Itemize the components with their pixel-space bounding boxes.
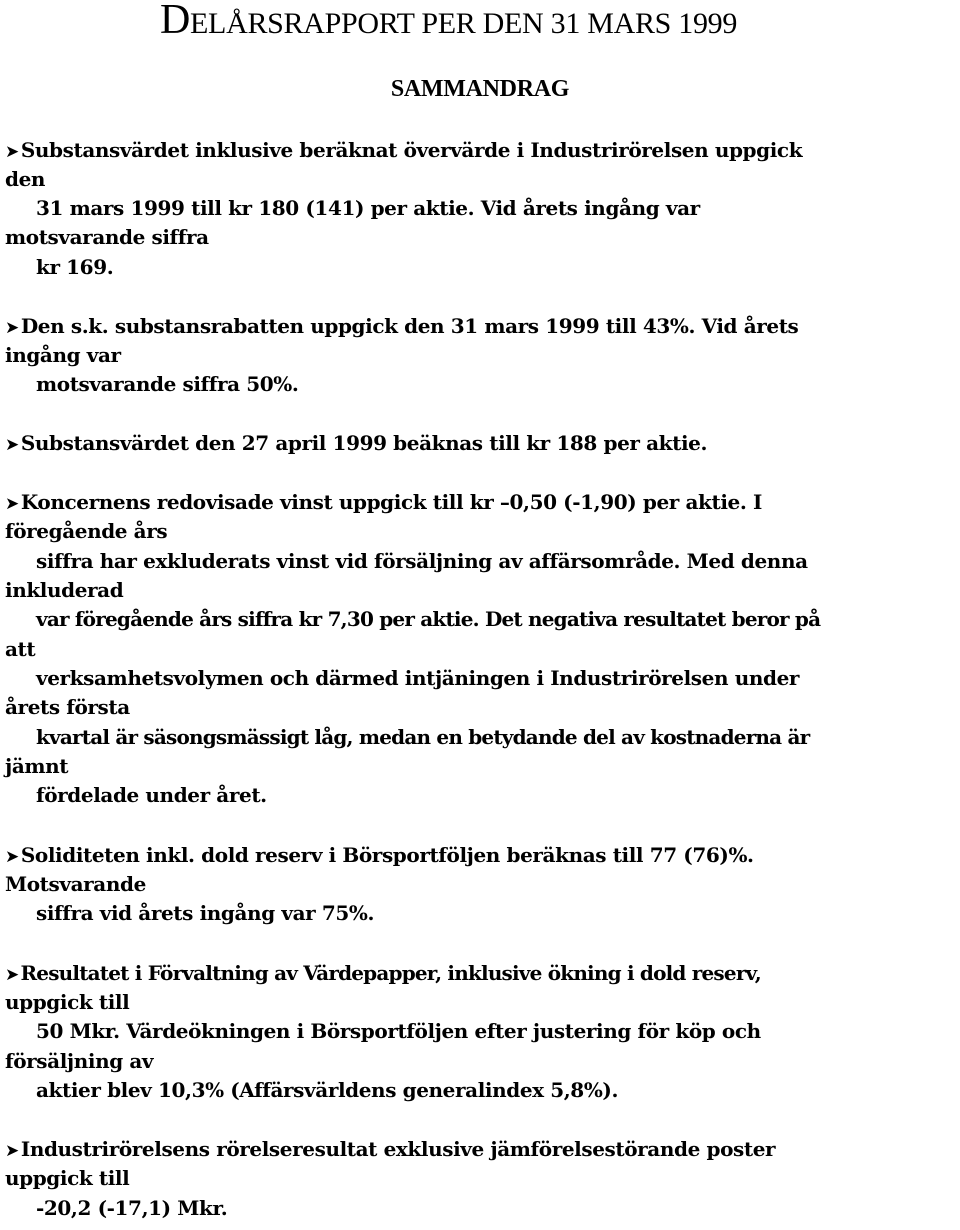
text-line: Substansvärdet inklusive beräknat övervärde i Industrirörelsen uppgick bbox=[20, 138, 803, 162]
bullet-item-2-line-2: ingång var bbox=[5, 343, 121, 367]
bullet-item-4-line-2: föregående års bbox=[5, 519, 168, 543]
bullet-item-4-line-3: siffra har exkluderats vinst vid försäljning av affärsområde. Med denna bbox=[36, 549, 808, 573]
bullet-item-5-line-1 bbox=[5, 840, 754, 872]
bullet-item-1-line-5: kr 169. bbox=[36, 255, 114, 279]
report-title bbox=[160, 0, 737, 44]
bullet-item-2-line-3: motsvarande siffra 50%. bbox=[36, 372, 299, 396]
bullet-item-1-line-1 bbox=[5, 135, 802, 167]
text-line: Resultatet i Förvaltning av Värdepapper, inklusive ökning i dold reserv, bbox=[20, 961, 761, 985]
bullet-item-7-line-1 bbox=[5, 1134, 775, 1166]
bullet-item-4-line-6: att bbox=[5, 637, 36, 661]
bullet-item-4-line-4: inkluderad bbox=[5, 578, 124, 602]
arrow-bullet-icon: ➤ bbox=[5, 1141, 19, 1161]
text-line: Soliditeten inkl. dold reserv i Börsportföljen beräknas till 77 (76)%. bbox=[20, 843, 754, 867]
arrow-bullet-icon: ➤ bbox=[5, 435, 19, 455]
bullet-item-6-line-3: 50 Mkr. Värdeökningen i Börsportföljen efter justering för köp och bbox=[36, 1019, 761, 1043]
bullet-item-4-line-8: årets första bbox=[5, 695, 130, 719]
bullet-item-6-line-5: aktier blev 10,3% (Affärsvärldens generalindex 5,8%). bbox=[36, 1078, 619, 1102]
bullet-item-6-line-1 bbox=[5, 958, 761, 990]
report-title-initial: D bbox=[160, 0, 191, 43]
bullet-item-5-line-2: Motsvarande bbox=[5, 872, 146, 896]
bullet-item-4-line-7: verksamhetsvolymen och därmed intjäningen i Industrirörelsen under bbox=[36, 666, 800, 690]
bullet-item-1-line-4: motsvarande siffra bbox=[5, 225, 209, 249]
bullet-item-5-line-3: siffra vid årets ingång var 75%. bbox=[36, 901, 375, 925]
text-line: Industrirörelsens rörelseresultat exklusive jämförelsestörande poster bbox=[20, 1137, 776, 1161]
arrow-bullet-icon: ➤ bbox=[5, 965, 19, 985]
report-title-rest: ELÅRSRAPPORT PER DEN 31 MARS 1999 bbox=[190, 7, 738, 40]
text-line: Substansvärdet den 27 april 1999 beäknas till kr 188 per aktie. bbox=[20, 431, 708, 455]
arrow-bullet-icon: ➤ bbox=[5, 494, 19, 514]
bullet-item-4-line-5: var föregående års siffra kr 7,30 per aktie. Det negativa resultatet beror på bbox=[36, 607, 821, 631]
bullet-item-2-line-1 bbox=[5, 311, 798, 343]
bullet-item-6-line-2: uppgick till bbox=[5, 990, 130, 1014]
bullet-item-4-line-9: kvartal är säsongsmässigt låg, medan en betydande del av kostnaderna är bbox=[36, 725, 810, 749]
arrow-bullet-icon: ➤ bbox=[5, 142, 19, 162]
arrow-bullet-icon: ➤ bbox=[5, 318, 19, 338]
summary-heading: SAMMANDRAG bbox=[390, 76, 570, 102]
arrow-bullet-icon: ➤ bbox=[5, 847, 19, 867]
bullet-item-4-line-11: fördelade under året. bbox=[36, 783, 267, 807]
bullet-item-4-line-10: jämnt bbox=[5, 754, 69, 778]
bullet-item-1-line-3: 31 mars 1999 till kr 180 (141) per aktie. Vid årets ingång var bbox=[36, 196, 700, 220]
bullet-item-7-line-3: -20,2 (-17,1) Mkr. bbox=[36, 1196, 228, 1220]
bullet-item-4-line-1 bbox=[5, 487, 762, 519]
text-line: Den s.k. substansrabatten uppgick den 31 mars 1999 till 43%. Vid årets bbox=[20, 314, 799, 338]
bullet-item-1-line-2: den bbox=[5, 167, 46, 191]
bullet-item-3-line-1 bbox=[5, 428, 707, 460]
bullet-item-7-line-2: uppgick till bbox=[5, 1166, 130, 1190]
bullet-item-6-line-4: försäljning av bbox=[5, 1049, 154, 1073]
text-line: Koncernens redovisade vinst uppgick till kr –0,50 (-1,90) per aktie. I bbox=[20, 490, 762, 514]
